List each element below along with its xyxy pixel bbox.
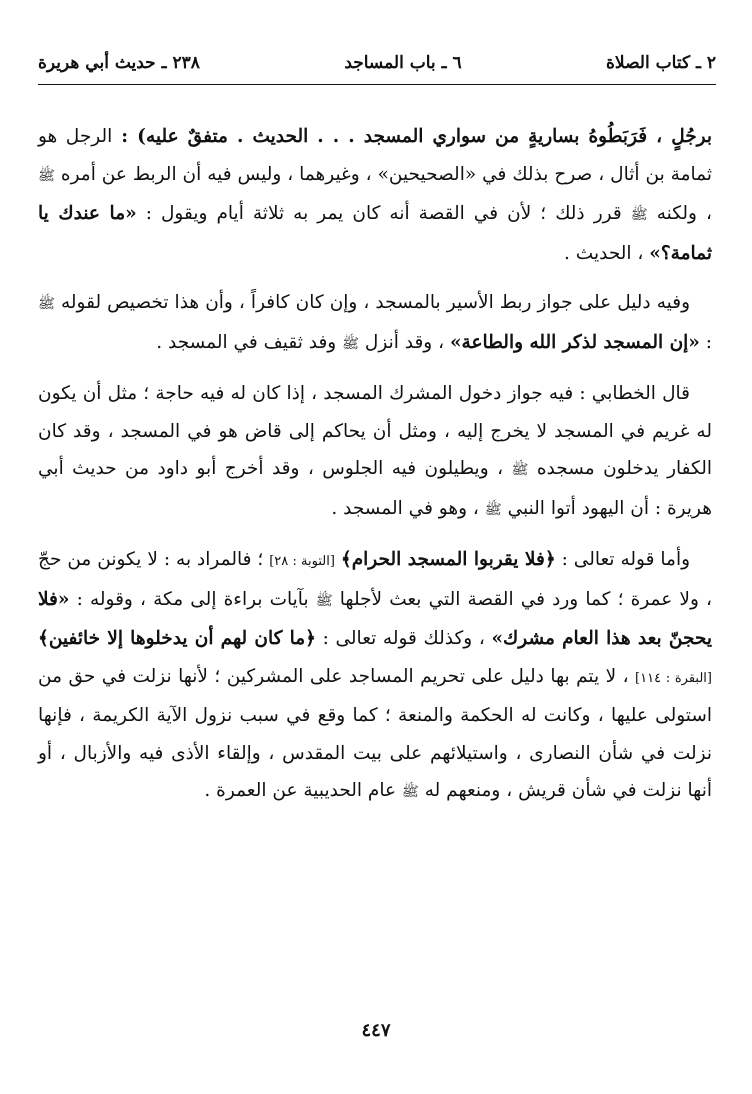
text-run: ، ويطيلون فيه الجلوس ، وقد أخرج أبو داود من حديث أبي هريرة : أن اليهود أتوا النبي [38,458,712,519]
text-run: وفيه دليل على جواز ربط الأسير بالمسجد ، وإن كان كافراً ، وأن هذا تخصيص لقوله [54,292,690,313]
text-run: ، وقد أنزل [359,331,450,353]
paragraph-3 [38,375,712,529]
text-run: ، وهو في المسجد . [331,497,485,519]
bold-quote: «إن المسجد لذكر الله والطاعة» [449,331,700,353]
verse-reference: [التوبة : ٢٨] [269,554,335,569]
text-run: عام الحديبية عن العمرة . [204,780,402,801]
bold-quote: ﴿فلا يقربوا المسجد الحرام﴾ [340,549,556,570]
page-number: ٤٤٧ [361,1020,391,1041]
header-chapter-title: ٦ ـ باب المساجد [344,53,462,73]
salutation-glyph: ﷺ [401,784,419,800]
header-rule [38,84,716,85]
bold-quote: ﴿ما كان لهم أن يدخلوها إلا خائفين﴾ [38,628,316,649]
header-hadith-title: ٢٣٨ ـ حديث أبي هريرة [38,53,200,73]
text-run: ، ولكنه [647,203,712,224]
verse-reference: [البقرة : ١١٤] [635,670,712,686]
salutation-glyph: ﷺ [511,462,529,478]
running-header [38,46,716,80]
salutation-glyph: ﷺ [315,592,333,609]
text-run: وأما قوله تعالى : [555,549,691,570]
text-run: : [699,331,712,353]
page-body [38,118,712,824]
text-run: ، لا يتم بها دليل على تحريم المساجد على المشركين ؛ لأنها نزلت في حق من استولى عليها ، وكانت له الحكمة والمنعة ؛ كما وقع في سبب نزول الآية الكريمة ، فإنها نزلت في شأن النصارى ، واستيلائهم على بيت المقدس ، وإلقاء الأذى فيه والأزبال ، أو أنها نزلت في شأن قريش ، ومنعهم له [38,665,712,801]
text-run: وفد ثقيف في المسجد . [156,331,343,353]
text-run: ؛ فالمراد به : لا يكونن من حجّ ، ولا عمرة ؛ كما ورد في القصة التي بعث لأجلها [38,549,712,610]
paragraph-4 [38,541,712,812]
text-run: ، وكذلك قوله تعالى : [315,628,492,649]
text-run: ، الحديث . [564,242,650,264]
text-run: قال الخطابي : فيه جواز دخول المشرك المسجد ، إذا كان له فيه حاجة ؛ مثل أن يكون له غريم في المسجد لا يخرج إليه ، ومثل أن يحاكم إلى قاض هو في المسجد ، وقد كان الكفار يدخلون مسجده [38,383,713,479]
bold-quote: برجُلٍ ، فَرَبَطُوهُ بساريةٍ من سواري المسجد . . . الحديث . متفقٌ عليه) : [112,126,712,147]
salutation-glyph: ﷺ [38,167,55,184]
salutation-glyph: ﷺ [630,207,648,223]
paragraph-2 [38,284,712,363]
salutation-glyph: ﷺ [484,501,502,518]
bold-quote: «فلا يحجنّ بعد هذا العام مشرك» [38,588,712,649]
text-run: بآيات براءة إلى مكة ، وقوله : [69,588,316,610]
salutation-glyph: ﷺ [342,335,360,352]
paragraph-1 [38,118,712,272]
header-book-title: ٢ ـ كتاب الصلاة [606,53,716,73]
text-run: قرر ذلك ؛ لأن في القصة أنه كان يمر به ثلاثة أيام ويقول : [136,203,631,224]
salutation-glyph: ﷺ [38,296,55,312]
bold-quote: «ما عندك يا ثمامة؟» [38,203,712,264]
text-run: الرجل هو ثمامة بن أثال ، صرح بذلك في «الصحيحين» ، وغيرهما ، وليس فيه أن الربط عن أمره [38,126,712,185]
